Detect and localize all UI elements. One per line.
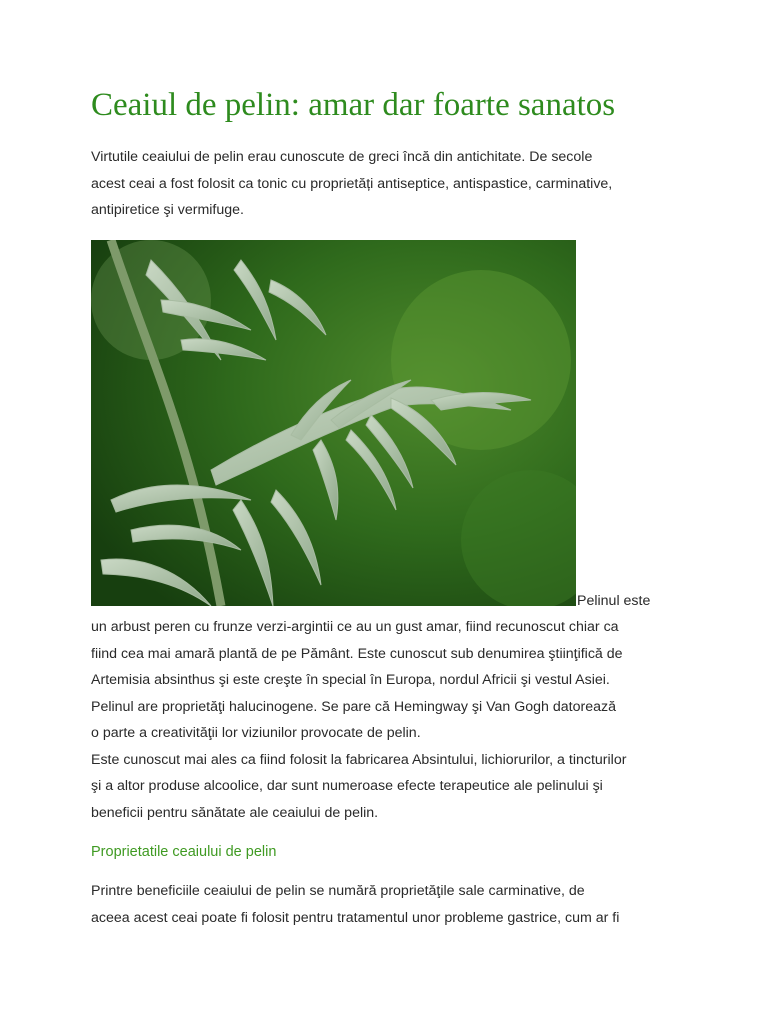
body-line: Pelinul are proprietăţi halucinogene. Se pare că Hemingway şi Van Gogh datorează <box>91 698 616 715</box>
intro-line: antipiretice şi vermifuge. <box>91 202 244 218</box>
article-title: Ceaiul de pelin: amar dar foarte sanatos <box>91 87 616 123</box>
body-line: o parte a creativităţii lor viziunilor provocate de pelin. <box>91 725 421 741</box>
body-line: Este cunoscut mai ales ca fiind folosit la fabricarea Absintului, lichiorurilor, a tincturilor <box>91 751 627 768</box>
body-line: Printre beneficiile ceaiului de pelin se numără proprietăţile sale carminative, de <box>91 883 585 899</box>
body-line: un arbust peren cu frunze verzi-argintii ce au un gust amar, fiind recunoscut chiar ca <box>91 619 619 635</box>
intro-line: acest ceai a fost folosit ca tonic cu proprietăți antiseptice, antispastice, carminative, <box>91 175 613 192</box>
intro-line: Virtutile ceaiului de pelin erau cunoscute de greci încă din antichitate. De secole <box>91 149 593 165</box>
intro-paragraph <box>91 144 686 224</box>
body-paragraph <box>91 614 686 826</box>
section-paragraph <box>91 878 686 931</box>
body-line: beneficii pentru sănătate ale ceaiului de pelin. <box>91 804 379 821</box>
body-line: Artemisia absinthus şi este creşte în special în Europa, nordul Africii şi vestul Asiei. <box>91 672 610 688</box>
body-line: aceea acest ceai poate fi folosit pentru tratamentul unor probleme gastrice, cum ar fi <box>91 909 620 926</box>
paragraph-start: Pelinul este <box>577 593 651 609</box>
wormwood-plant-photo <box>91 240 576 606</box>
body-line: fiind cea mai amară plantă de pe Pământ. Este cunoscut sub denumirea ştiinţifică de <box>91 645 623 662</box>
body-line: şi a altor produse alcoolice, dar sunt numeroase efecte terapeutice ale pelinului şi <box>91 778 603 794</box>
section-subheading: Proprietatile ceaiului de pelin <box>91 844 277 860</box>
